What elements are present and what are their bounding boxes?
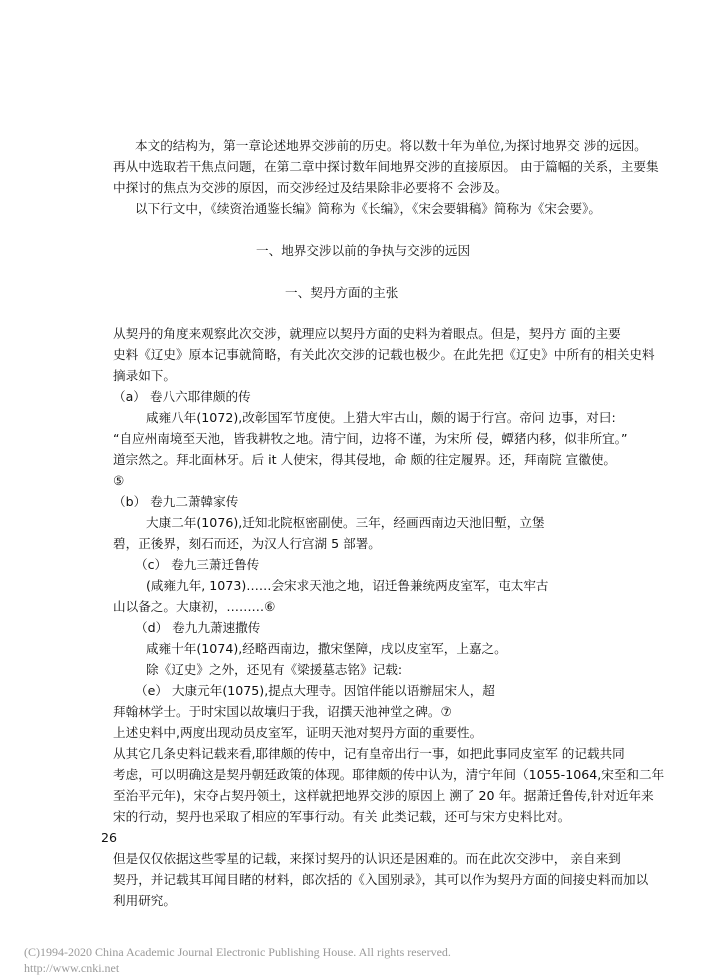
item-c-line-2: 山以备之。大康初，………⑥	[113, 599, 276, 614]
item-e-line-1: 拜翰林学士。于时宋国以故壤归于我，诏撰天池神堂之碑。⑦	[113, 704, 452, 719]
para3-line-2: 考虑，可以明确这是契丹朝廷政策的体现。耶律颇的传中认为，清宁年间（1055-1064,宋至和二年	[113, 767, 665, 782]
item-c-line-1: (咸雍九年, 1073)……会宋求天池之地，诏迁鲁兼统两皮室军，屯太牢古	[146, 578, 549, 593]
copyright-footer: (C)1994-2020 China Academic Journal Electronic Publishing House. All rights reserved.	[24, 945, 451, 959]
section-heading: 一、地界交涉以前的争执与交涉的远因	[256, 243, 471, 258]
item-d-line-1: 咸雍十年(1074),经略西南边，撒宋堡障，戌以皮室军，上嘉之。	[146, 641, 507, 656]
para3-line-3: 至治平元年)，宋夺占契丹领土，这样就把地界交涉的原因上 溯了 20 年。据萧迁鲁传,针对近年来	[113, 788, 654, 803]
item-a-line-1: 咸雍八年(1072),改彰国军节度使。上猎大牢古山，颇的谒于行宫。帝问 边事，对曰:	[146, 410, 616, 425]
website-footer: http://www.cnki.net	[24, 961, 120, 975]
subsection-heading: 一、契丹方面的主张	[285, 285, 399, 300]
para1-line-2: 史料《辽史》原本记事就简略，有关此次交涉的记载也极少。在此先把《辽史》中所有的相关史料	[113, 347, 655, 362]
item-b-line-1: 大康二年(1076),迁知北院枢密副使。三年，经画西南边天池旧塹，立堡	[146, 515, 545, 530]
para3-line-1: 从其它几条史料记载来看,耶律颇的传中，记有皇帝出行一事，如把此事同皮室军 的记载共同	[113, 746, 625, 761]
para4-line-3: 利用研究。	[113, 893, 176, 908]
intro-line-2: 再从中选取若干焦点问题，在第二章中探讨数年间地界交涉的直接原因。 由于篇幅的关系，主要集	[113, 159, 659, 174]
para4-line-2: 契丹，并记载其耳闻目睹的材料，郎次括的《入国别录》，其可以作为契丹方面的间接史料而加以	[113, 872, 649, 887]
item-a-line-3: 道宗然之。拜北面林牙。后 it 人使宋，得其侵地，命 颇的往定履界。还，拜南院 宣徽使。	[113, 452, 617, 467]
item-a-title: （a） 卷八六耶律颇的传	[113, 389, 251, 404]
item-c-title: （c） 卷九三萧迁鲁传	[135, 557, 260, 572]
item-b-line-2: 碧，正後界，刻石而还，为汉人行宫湖 5 部署。	[113, 536, 381, 551]
para1-line-1: 从契丹的角度来观察此次交涉，就理应以契丹方面的史料为着眼点。但是，契丹方 面的主要	[113, 326, 621, 341]
item-d-line-2: 除《辽史》之外，还见有《梁援墓志铭》记载:	[146, 662, 403, 677]
item-a-footnote: ⑤	[113, 473, 125, 488]
para1-line-3: 摘录如下。	[113, 368, 176, 383]
intro-line-3: 中探讨的焦点为交涉的原因，而交涉经过及结果除非必要将不 会涉及。	[113, 180, 508, 195]
page-number: 26	[101, 830, 118, 845]
item-a-line-2: “自应州南境至天池，皆我耕牧之地。清宁间，边将不谨，为宋所 侵，蟫猪内移，似非所宜。”	[113, 431, 628, 446]
intro-line-1: 本文的结构为，第一章论述地界交涉前的历史。将以数十年为单位,为探讨地界交 涉的远因。	[135, 138, 647, 153]
para4-line-1: 但是仅仅依据这些零星的记载，来探讨契丹的认识还是困难的。而在此次交涉中， 亲自来到	[113, 851, 621, 866]
item-b-title: （b） 卷九二萧韓家传	[113, 494, 239, 509]
item-d-title: （d） 卷九九萧速撒传	[135, 620, 261, 635]
intro-line-4: 以下行文中，《续资治通鉴长编》简称为《长编》，《宋会要辑稿》简称为《宋会要》。	[135, 201, 601, 216]
para2: 上述史料中,两度出现动员皮室军，证明天池对契丹方面的重要性。	[113, 725, 483, 740]
para3-line-4: 宋的行动，契丹也采取了相应的军事行动。有关 此类记载，还可与宋方史料比对。	[113, 809, 571, 824]
item-e-title: （e） 大康元年(1075),提点大理寺。因馆伴能以语辦屈宋人，超	[135, 683, 495, 698]
